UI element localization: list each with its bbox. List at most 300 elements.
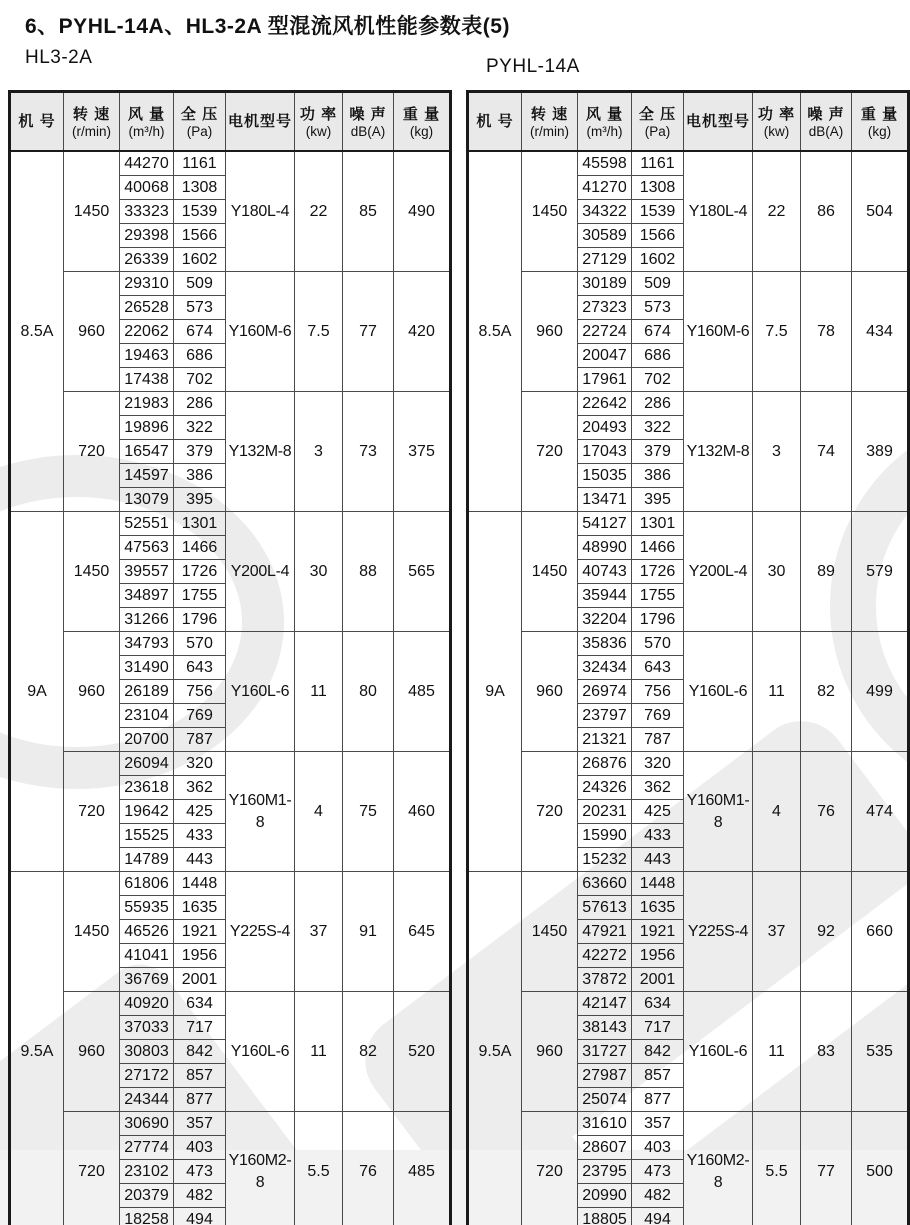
cell-power: 4 xyxy=(295,752,343,872)
cell-pressure: 1308 xyxy=(174,176,226,200)
cell-flow: 23797 xyxy=(578,704,632,728)
page-title: 6、PYHL-14A、HL3-2A 型混流风机性能参数表(5) xyxy=(25,15,510,38)
cell-flow: 24326 xyxy=(578,776,632,800)
cell-noise: 75 xyxy=(343,752,394,872)
cell-flow: 30690 xyxy=(120,1112,174,1136)
table-row xyxy=(10,392,451,416)
cell-pressure: 570 xyxy=(632,632,684,656)
cell-noise: 76 xyxy=(801,752,852,872)
col-header-power xyxy=(753,92,801,152)
table-row xyxy=(10,151,451,176)
cell-noise: 85 xyxy=(343,151,394,272)
cell-pressure: 1726 xyxy=(174,560,226,584)
cell-flow: 46526 xyxy=(120,920,174,944)
col-header-pressure-line1: 全 压 xyxy=(638,105,677,123)
cell-speed: 960 xyxy=(64,272,120,392)
cell-power: 22 xyxy=(295,151,343,272)
cell-flow: 17043 xyxy=(578,440,632,464)
cell-flow: 27323 xyxy=(578,296,632,320)
col-header-power-line2: (kw) xyxy=(305,123,332,139)
table-row xyxy=(10,872,451,896)
cell-model-no: 8.5A xyxy=(10,151,64,512)
cell-pressure: 1602 xyxy=(632,248,684,272)
cell-pressure: 443 xyxy=(174,848,226,872)
cell-pressure: 787 xyxy=(174,728,226,752)
cell-pressure: 395 xyxy=(174,488,226,512)
table-row xyxy=(10,1112,451,1136)
cell-flow: 29310 xyxy=(120,272,174,296)
cell-flow: 45598 xyxy=(578,151,632,176)
cell-pressure: 573 xyxy=(632,296,684,320)
cell-weight: 504 xyxy=(852,151,909,272)
table-row xyxy=(468,1112,909,1136)
col-header-weight-line2: (kg) xyxy=(409,123,434,139)
cell-pressure: 1161 xyxy=(174,151,226,176)
table-row xyxy=(468,872,909,896)
table-row xyxy=(468,992,909,1016)
cell-flow: 20379 xyxy=(120,1184,174,1208)
cell-speed: 720 xyxy=(522,392,578,512)
cell-pressure: 1566 xyxy=(632,224,684,248)
cell-weight: 500 xyxy=(852,1112,909,1225)
table-label-hl3-2a: HL3-2A xyxy=(25,47,93,68)
table-label-pyhl-14a: PYHL-14A xyxy=(486,56,580,77)
cell-power: 3 xyxy=(295,392,343,512)
cell-pressure: 1448 xyxy=(632,872,684,896)
cell-power: 5.5 xyxy=(295,1112,343,1225)
cell-pressure: 702 xyxy=(632,368,684,392)
cell-pressure: 1308 xyxy=(632,176,684,200)
cell-pressure: 509 xyxy=(174,272,226,296)
cell-flow: 27172 xyxy=(120,1064,174,1088)
cell-power: 3 xyxy=(753,392,801,512)
cell-pressure: 877 xyxy=(632,1088,684,1112)
cell-noise: 82 xyxy=(801,632,852,752)
cell-weight: 474 xyxy=(852,752,909,872)
cell-flow: 41270 xyxy=(578,176,632,200)
cell-flow: 21321 xyxy=(578,728,632,752)
cell-pressure: 769 xyxy=(174,704,226,728)
cell-flow: 32204 xyxy=(578,608,632,632)
table-row xyxy=(468,392,909,416)
cell-flow: 15990 xyxy=(578,824,632,848)
cell-pressure: 1755 xyxy=(632,584,684,608)
col-header-power-line1: 功 率 xyxy=(299,105,338,123)
cell-flow: 21983 xyxy=(120,392,174,416)
cell-motor: Y160L-6 xyxy=(684,992,753,1112)
cell-weight: 645 xyxy=(394,872,451,992)
cell-model-no: 8.5A xyxy=(468,151,522,512)
cell-pressure: 473 xyxy=(632,1160,684,1184)
cell-pressure: 473 xyxy=(174,1160,226,1184)
cell-flow: 20231 xyxy=(578,800,632,824)
cell-pressure: 357 xyxy=(632,1112,684,1136)
cell-power: 30 xyxy=(295,512,343,632)
cell-flow: 19896 xyxy=(120,416,174,440)
cell-weight: 485 xyxy=(394,1112,451,1225)
cell-flow: 24344 xyxy=(120,1088,174,1112)
cell-pressure: 1301 xyxy=(174,512,226,536)
cell-pressure: 643 xyxy=(174,656,226,680)
cell-noise: 80 xyxy=(343,632,394,752)
cell-noise: 86 xyxy=(801,151,852,272)
cell-flow: 37033 xyxy=(120,1016,174,1040)
cell-pressure: 573 xyxy=(174,296,226,320)
cell-weight: 520 xyxy=(394,992,451,1112)
cell-motor: Y132M-8 xyxy=(226,392,295,512)
cell-flow: 27129 xyxy=(578,248,632,272)
cell-weight: 485 xyxy=(394,632,451,752)
cell-noise: 74 xyxy=(801,392,852,512)
col-header-pressure-line1: 全 压 xyxy=(180,105,219,123)
cell-noise: 83 xyxy=(801,992,852,1112)
col-header-pressure xyxy=(174,92,226,152)
cell-flow: 55935 xyxy=(120,896,174,920)
cell-pressure: 570 xyxy=(174,632,226,656)
cell-power: 30 xyxy=(753,512,801,632)
cell-flow: 17438 xyxy=(120,368,174,392)
cell-weight: 375 xyxy=(394,392,451,512)
cell-flow: 38143 xyxy=(578,1016,632,1040)
col-header-motor-line1: 电机型号 xyxy=(685,113,750,130)
cell-flow: 15232 xyxy=(578,848,632,872)
cell-pressure: 1466 xyxy=(174,536,226,560)
cell-power: 22 xyxy=(753,151,801,272)
cell-speed: 960 xyxy=(64,992,120,1112)
cell-flow: 20990 xyxy=(578,1184,632,1208)
cell-pressure: 1301 xyxy=(632,512,684,536)
col-header-speed xyxy=(522,92,578,152)
cell-flow: 22724 xyxy=(578,320,632,344)
cell-motor: Y160M1-8 xyxy=(226,752,295,872)
cell-flow: 26974 xyxy=(578,680,632,704)
cell-flow: 29398 xyxy=(120,224,174,248)
cell-flow: 34793 xyxy=(120,632,174,656)
cell-weight: 565 xyxy=(394,512,451,632)
cell-flow: 63660 xyxy=(578,872,632,896)
cell-pressure: 717 xyxy=(174,1016,226,1040)
cell-weight: 660 xyxy=(852,872,909,992)
cell-pressure: 1161 xyxy=(632,151,684,176)
col-header-speed-line1: 转 速 xyxy=(72,105,111,123)
cell-flow: 16547 xyxy=(120,440,174,464)
cell-pressure: 433 xyxy=(632,824,684,848)
cell-pressure: 686 xyxy=(632,344,684,368)
col-header-speed-line1: 转 速 xyxy=(530,105,569,123)
table-hl3-2a xyxy=(8,90,452,1225)
cell-flow: 20047 xyxy=(578,344,632,368)
cell-pressure: 433 xyxy=(174,824,226,848)
cell-pressure: 1635 xyxy=(174,896,226,920)
cell-pressure: 1566 xyxy=(174,224,226,248)
cell-pressure: 320 xyxy=(632,752,684,776)
table-row xyxy=(10,512,451,536)
cell-pressure: 1796 xyxy=(632,608,684,632)
cell-flow: 18805 xyxy=(578,1208,632,1225)
cell-motor: Y160L-6 xyxy=(226,632,295,752)
col-header-model-no xyxy=(468,92,522,152)
cell-noise: 91 xyxy=(343,872,394,992)
cell-flow: 40920 xyxy=(120,992,174,1016)
col-header-model-no-line1: 机 号 xyxy=(18,113,56,130)
cell-speed: 1450 xyxy=(64,512,120,632)
col-header-flow xyxy=(578,92,632,152)
cell-model-no: 9.5A xyxy=(468,872,522,1225)
cell-flow: 30589 xyxy=(578,224,632,248)
cell-pressure: 1466 xyxy=(632,536,684,560)
cell-pressure: 386 xyxy=(174,464,226,488)
table-row xyxy=(468,752,909,776)
cell-noise: 89 xyxy=(801,512,852,632)
cell-pressure: 1602 xyxy=(174,248,226,272)
cell-speed: 720 xyxy=(522,752,578,872)
cell-flow: 20700 xyxy=(120,728,174,752)
cell-motor: Y160L-6 xyxy=(226,992,295,1112)
cell-speed: 720 xyxy=(64,752,120,872)
cell-motor: Y132M-8 xyxy=(684,392,753,512)
cell-flow: 40743 xyxy=(578,560,632,584)
cell-pressure: 322 xyxy=(174,416,226,440)
cell-pressure: 403 xyxy=(174,1136,226,1160)
cell-weight: 434 xyxy=(852,272,909,392)
cell-pressure: 769 xyxy=(632,704,684,728)
col-header-speed-line2: (r/min) xyxy=(72,123,111,139)
cell-flow: 31610 xyxy=(578,1112,632,1136)
cell-flow: 14789 xyxy=(120,848,174,872)
cell-pressure: 717 xyxy=(632,1016,684,1040)
table-row xyxy=(10,272,451,296)
cell-flow: 61806 xyxy=(120,872,174,896)
cell-pressure: 286 xyxy=(174,392,226,416)
cell-flow: 13079 xyxy=(120,488,174,512)
cell-flow: 26189 xyxy=(120,680,174,704)
cell-flow: 33323 xyxy=(120,200,174,224)
cell-flow: 13471 xyxy=(578,488,632,512)
cell-pressure: 857 xyxy=(632,1064,684,1088)
cell-pressure: 395 xyxy=(632,488,684,512)
cell-pressure: 482 xyxy=(632,1184,684,1208)
cell-pressure: 1539 xyxy=(174,200,226,224)
cell-flow: 23618 xyxy=(120,776,174,800)
cell-flow: 17961 xyxy=(578,368,632,392)
cell-power: 37 xyxy=(753,872,801,992)
cell-pressure: 1921 xyxy=(632,920,684,944)
col-header-flow-line1: 风 量 xyxy=(585,105,624,123)
cell-motor: Y160M1-8 xyxy=(684,752,753,872)
cell-weight: 535 xyxy=(852,992,909,1112)
cell-motor: Y225S-4 xyxy=(684,872,753,992)
cell-flow: 26876 xyxy=(578,752,632,776)
col-header-power-line1: 功 率 xyxy=(757,105,796,123)
cell-flow: 57613 xyxy=(578,896,632,920)
cell-pressure: 674 xyxy=(174,320,226,344)
cell-power: 11 xyxy=(295,632,343,752)
cell-speed: 960 xyxy=(64,632,120,752)
table-container-hl3-2a xyxy=(8,90,452,1225)
cell-pressure: 756 xyxy=(174,680,226,704)
col-header-flow-line2: (m³/h) xyxy=(586,123,623,139)
cell-pressure: 674 xyxy=(632,320,684,344)
cell-flow: 23104 xyxy=(120,704,174,728)
cell-flow: 15525 xyxy=(120,824,174,848)
cell-model-no: 9.5A xyxy=(10,872,64,1225)
cell-motor: Y200L-4 xyxy=(684,512,753,632)
cell-flow: 18258 xyxy=(120,1208,174,1225)
table-container-pyhl-14a xyxy=(466,90,910,1225)
col-header-noise-line1: 噪 声 xyxy=(807,105,845,123)
cell-weight: 490 xyxy=(394,151,451,272)
cell-flow: 34897 xyxy=(120,584,174,608)
cell-power: 11 xyxy=(295,992,343,1112)
cell-flow: 32434 xyxy=(578,656,632,680)
cell-flow: 42272 xyxy=(578,944,632,968)
cell-flow: 30189 xyxy=(578,272,632,296)
cell-pressure: 357 xyxy=(174,1112,226,1136)
cell-flow: 26094 xyxy=(120,752,174,776)
col-header-power xyxy=(295,92,343,152)
cell-noise: 77 xyxy=(343,272,394,392)
table-row xyxy=(10,992,451,1016)
cell-speed: 1450 xyxy=(64,151,120,272)
cell-flow: 23795 xyxy=(578,1160,632,1184)
cell-flow: 48990 xyxy=(578,536,632,560)
cell-flow: 19463 xyxy=(120,344,174,368)
cell-power: 5.5 xyxy=(753,1112,801,1225)
cell-speed: 1450 xyxy=(64,872,120,992)
cell-speed: 720 xyxy=(522,1112,578,1225)
cell-pressure: 286 xyxy=(632,392,684,416)
col-header-pressure xyxy=(632,92,684,152)
cell-pressure: 379 xyxy=(632,440,684,464)
cell-flow: 44270 xyxy=(120,151,174,176)
cell-pressure: 756 xyxy=(632,680,684,704)
cell-pressure: 1956 xyxy=(174,944,226,968)
cell-flow: 15035 xyxy=(578,464,632,488)
cell-pressure: 494 xyxy=(632,1208,684,1225)
cell-pressure: 386 xyxy=(632,464,684,488)
cell-flow: 31266 xyxy=(120,608,174,632)
cell-pressure: 2001 xyxy=(174,968,226,992)
cell-motor: Y160M2-8 xyxy=(684,1112,753,1225)
cell-pressure: 1956 xyxy=(632,944,684,968)
col-header-weight-line1: 重 量 xyxy=(402,105,441,123)
col-header-model-no-line1: 机 号 xyxy=(476,113,514,130)
cell-pressure: 425 xyxy=(632,800,684,824)
cell-flow: 35944 xyxy=(578,584,632,608)
table-row xyxy=(10,752,451,776)
cell-speed: 1450 xyxy=(522,872,578,992)
col-header-pressure-line2: (Pa) xyxy=(186,123,213,139)
cell-flow: 19642 xyxy=(120,800,174,824)
cell-pressure: 362 xyxy=(174,776,226,800)
cell-pressure: 2001 xyxy=(632,968,684,992)
cell-pressure: 482 xyxy=(174,1184,226,1208)
cell-noise: 73 xyxy=(343,392,394,512)
cell-motor: Y160M-6 xyxy=(226,272,295,392)
cell-pressure: 686 xyxy=(174,344,226,368)
col-header-noise xyxy=(343,92,394,152)
cell-flow: 27774 xyxy=(120,1136,174,1160)
cell-pressure: 1796 xyxy=(174,608,226,632)
col-header-weight-line1: 重 量 xyxy=(860,105,899,123)
cell-flow: 54127 xyxy=(578,512,632,536)
col-header-weight-line2: (kg) xyxy=(867,123,892,139)
col-header-speed-line2: (r/min) xyxy=(530,123,569,139)
cell-flow: 31490 xyxy=(120,656,174,680)
cell-flow: 41041 xyxy=(120,944,174,968)
col-header-flow xyxy=(120,92,174,152)
cell-pressure: 634 xyxy=(174,992,226,1016)
cell-pressure: 509 xyxy=(632,272,684,296)
cell-noise: 78 xyxy=(801,272,852,392)
cell-flow: 28607 xyxy=(578,1136,632,1160)
cell-noise: 82 xyxy=(343,992,394,1112)
cell-flow: 42147 xyxy=(578,992,632,1016)
cell-speed: 720 xyxy=(64,1112,120,1225)
cell-flow: 40068 xyxy=(120,176,174,200)
cell-flow: 26339 xyxy=(120,248,174,272)
cell-weight: 460 xyxy=(394,752,451,872)
cell-pressure: 643 xyxy=(632,656,684,680)
table-row xyxy=(468,272,909,296)
col-header-speed xyxy=(64,92,120,152)
table-pyhl-14a xyxy=(466,90,910,1225)
cell-power: 4 xyxy=(753,752,801,872)
cell-flow: 47563 xyxy=(120,536,174,560)
cell-flow: 36769 xyxy=(120,968,174,992)
cell-flow: 31727 xyxy=(578,1040,632,1064)
cell-flow: 34322 xyxy=(578,200,632,224)
cell-speed: 1450 xyxy=(522,512,578,632)
cell-motor: Y160M-6 xyxy=(684,272,753,392)
cell-motor: Y225S-4 xyxy=(226,872,295,992)
cell-weight: 579 xyxy=(852,512,909,632)
col-header-flow-line1: 风 量 xyxy=(127,105,166,123)
cell-motor: Y200L-4 xyxy=(226,512,295,632)
cell-flow: 25074 xyxy=(578,1088,632,1112)
cell-flow: 22062 xyxy=(120,320,174,344)
cell-speed: 720 xyxy=(64,392,120,512)
cell-pressure: 403 xyxy=(632,1136,684,1160)
col-header-model-no xyxy=(10,92,64,152)
cell-pressure: 857 xyxy=(174,1064,226,1088)
cell-motor: Y160L-6 xyxy=(684,632,753,752)
cell-motor: Y180L-4 xyxy=(226,151,295,272)
cell-pressure: 1635 xyxy=(632,896,684,920)
cell-noise: 76 xyxy=(343,1112,394,1225)
cell-power: 11 xyxy=(753,632,801,752)
cell-pressure: 1539 xyxy=(632,200,684,224)
col-header-noise xyxy=(801,92,852,152)
cell-weight: 420 xyxy=(394,272,451,392)
cell-noise: 77 xyxy=(801,1112,852,1225)
cell-pressure: 1726 xyxy=(632,560,684,584)
table-row xyxy=(468,151,909,176)
cell-flow: 22642 xyxy=(578,392,632,416)
col-header-pressure-line2: (Pa) xyxy=(644,123,671,139)
cell-flow: 20493 xyxy=(578,416,632,440)
col-header-motor xyxy=(226,92,295,152)
table-row xyxy=(468,632,909,656)
table-row xyxy=(10,632,451,656)
cell-model-no: 9A xyxy=(10,512,64,872)
cell-pressure: 1921 xyxy=(174,920,226,944)
cell-flow: 30803 xyxy=(120,1040,174,1064)
cell-flow: 26528 xyxy=(120,296,174,320)
cell-pressure: 1755 xyxy=(174,584,226,608)
cell-power: 37 xyxy=(295,872,343,992)
cell-flow: 52551 xyxy=(120,512,174,536)
